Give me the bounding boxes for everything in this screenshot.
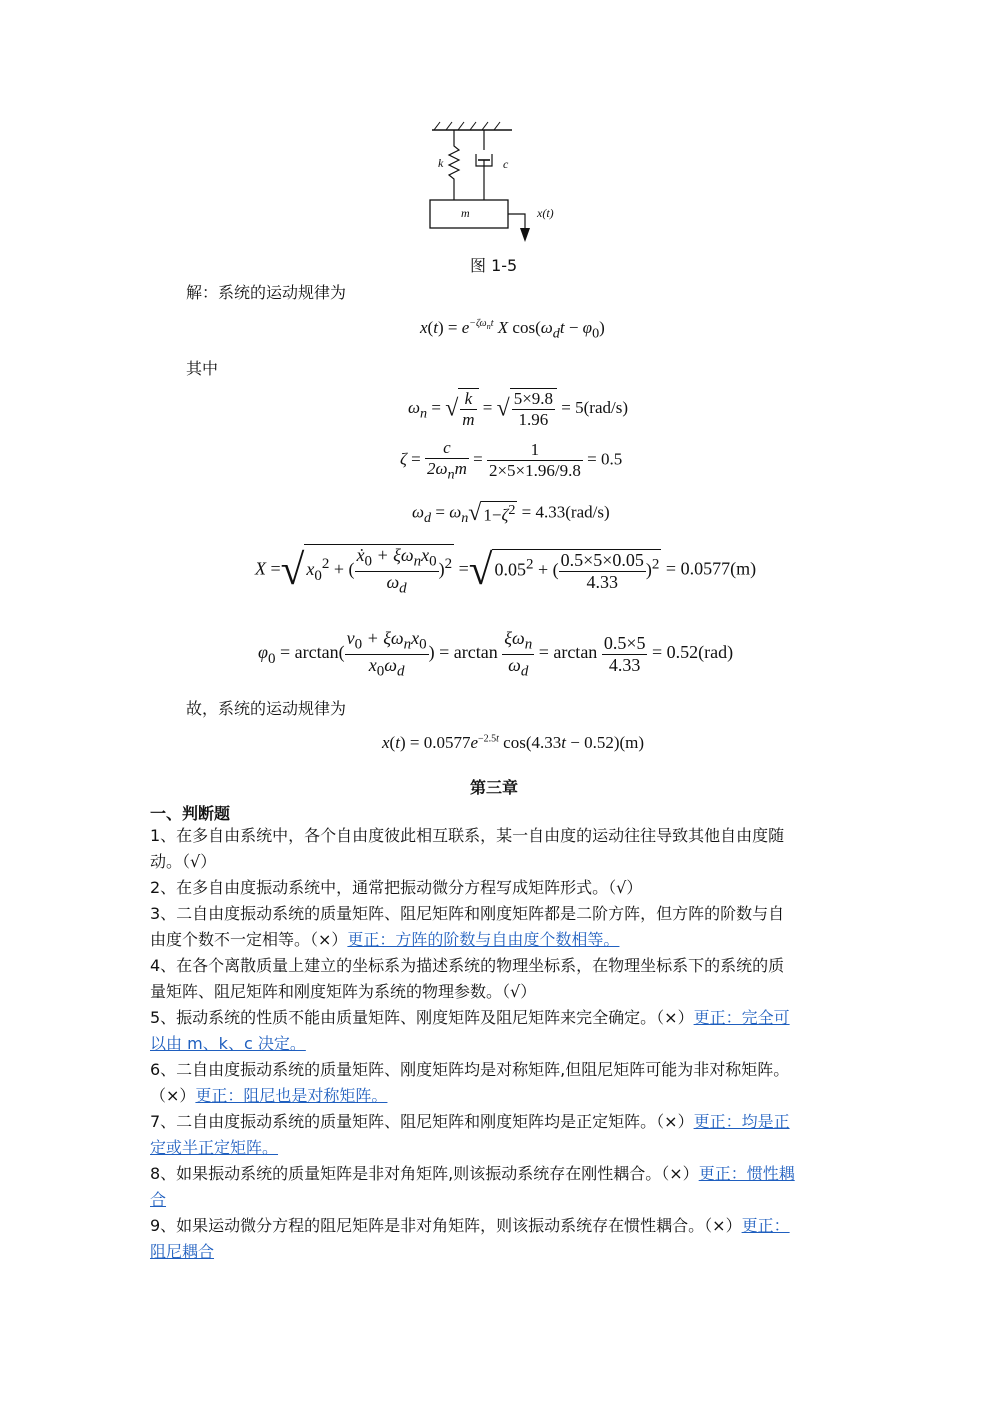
item-text: 量矩阵、阻尼矩阵和刚度矩阵为系统的物理参数。（√）: [150, 982, 537, 1001]
correction-link[interactable]: 更正：完全可: [693, 1008, 790, 1027]
item-text: 2、在多自由度振动系统中，通常把振动微分方程写成矩阵形式。（√）: [150, 878, 643, 897]
list-item-cont: [150, 1187, 850, 1213]
list-item: [150, 1213, 850, 1239]
list-item: [150, 1161, 850, 1187]
correction-link[interactable]: 更正：阻尼也是对称矩阵。: [195, 1086, 388, 1105]
where-label: 其中: [186, 359, 219, 378]
label-c: c: [503, 157, 509, 171]
item-text: 由度个数不一定相等。（×）: [150, 930, 348, 949]
item-text: 8、如果振动系统的质量矩阵是非对角矩阵,则该振动系统存在刚性耦合。（×）: [150, 1164, 699, 1183]
list-item: [150, 1005, 850, 1031]
equation-zeta: ζ = $\frac{c}{2\omega_nm}$ = $\frac{1}{2\times 5\times 1.96/9.8}$ = 0.5: [400, 438, 623, 483]
equation-final: $x(t) = 0.0577e^{-2.5t}$ cos(4.33t − 0.52)(m): [382, 733, 645, 752]
list-item: [150, 953, 850, 979]
list-item-cont: [150, 1239, 850, 1265]
item-text: 5、振动系统的性质不能由质量矩阵、刚度矩阵及阻尼矩阵来完全确定。（×）: [150, 1008, 694, 1027]
list-item-cont: [150, 1083, 850, 1109]
label-x: x(t): [537, 206, 554, 220]
correction-link[interactable]: 定或半正定矩阵。: [150, 1138, 279, 1157]
figure-caption: 图 1-5: [470, 256, 518, 275]
equation-phi: $\varphi_0 = \arctan$( $\frac{v_0 + \xi\omega_nx_0}{x_0\omega_d}$ ) = arctan $\frac{\xi\omega_n}{\omega_d}$ = arctan $\frac{0.5\times 5}{4.33}$ = 0.52(rad): [258, 628, 734, 680]
list-item-cont: [150, 1135, 850, 1161]
solution-intro: 解：系统的运动规律为: [186, 283, 347, 302]
item-text: 3、二自由度振动系统的质量矩阵、阻尼矩阵和刚度矩阵都是二阶方阵，但方阵的阶数与自: [150, 904, 785, 923]
list-item-cont: [150, 979, 850, 1005]
equation-main: $x(t) = e^{-\zeta\omega_nt}$ X $\cos(\omega_dt - \varphi_0)$: [420, 318, 605, 342]
label-k: k: [438, 156, 444, 170]
item-text: 1、在多自由系统中，各个自由度彼此相互联系，某一自由度的运动往往导致其他自由度随: [150, 826, 785, 845]
correction-link[interactable]: 更正：: [741, 1216, 790, 1235]
correction-link[interactable]: 以由 m、k、c 决定。: [150, 1034, 306, 1053]
list-item: [150, 823, 850, 849]
list-item-cont: [150, 1031, 850, 1057]
item-text: 9、如果运动微分方程的阻尼矩阵是非对角矩阵，则该振动系统存在惯性耦合。（×）: [150, 1216, 742, 1235]
item-text: 6、二自由度振动系统的质量矩阵、刚度矩阵均是对称矩阵,但阻尼矩阵可能为非对称矩阵。: [150, 1060, 790, 1079]
equation-omega-d: $\omega_d = \omega_n√$ $1-\zeta^2 = 4.33(rad/s)$: [412, 500, 610, 526]
chapter-title: 第三章: [470, 778, 519, 797]
list-item: [150, 901, 850, 927]
list-item-cont: [150, 927, 850, 953]
list-item-cont: [150, 849, 850, 875]
list-item: [150, 1109, 850, 1135]
label-m: m: [461, 206, 470, 220]
list-item: [150, 1057, 850, 1083]
correction-link[interactable]: 更正：均是正: [693, 1112, 790, 1131]
equation-X: X =√ $x_0^2$ + ( $\frac{ẋ_0 + \xi\omega_nx_0}{\omega_d}$ )$^2$ =√ $0.05^2$ + ( $\frac{0.5\times 5\times 0.05}{4.33}$ )$^2$ = 0.0577(m): [255, 545, 757, 597]
section-title: 一、判断题: [150, 804, 231, 823]
conclusion-label: 故，系统的运动规律为: [186, 699, 347, 718]
correction-link[interactable]: 合: [150, 1190, 167, 1209]
correction-link[interactable]: 阻尼耦合: [150, 1242, 215, 1261]
item-text: 7、二自由度振动系统的质量矩阵、阻尼矩阵和刚度矩阵均是正定矩阵。（×）: [150, 1112, 694, 1131]
item-text: （×）: [150, 1086, 196, 1105]
list-item: [150, 875, 850, 901]
equation-omega-n: $\omega_n$ = √ $\frac{k}{m}$ = √ $\frac{5\times 9.8}{1.96}$ = 5(rad/s): [408, 389, 628, 429]
item-text: 动。（√）: [150, 852, 217, 871]
correction-link[interactable]: 更正：方阵的阶数与自由度个数相等。: [347, 930, 620, 949]
item-text: 4、在各个离散质量上建立的坐标系为描述系统的物理坐标系，在物理坐标系下的系统的质: [150, 956, 785, 975]
spring-damper-mass-figure: [420, 118, 570, 248]
correction-link[interactable]: 更正：惯性耦: [698, 1164, 795, 1183]
